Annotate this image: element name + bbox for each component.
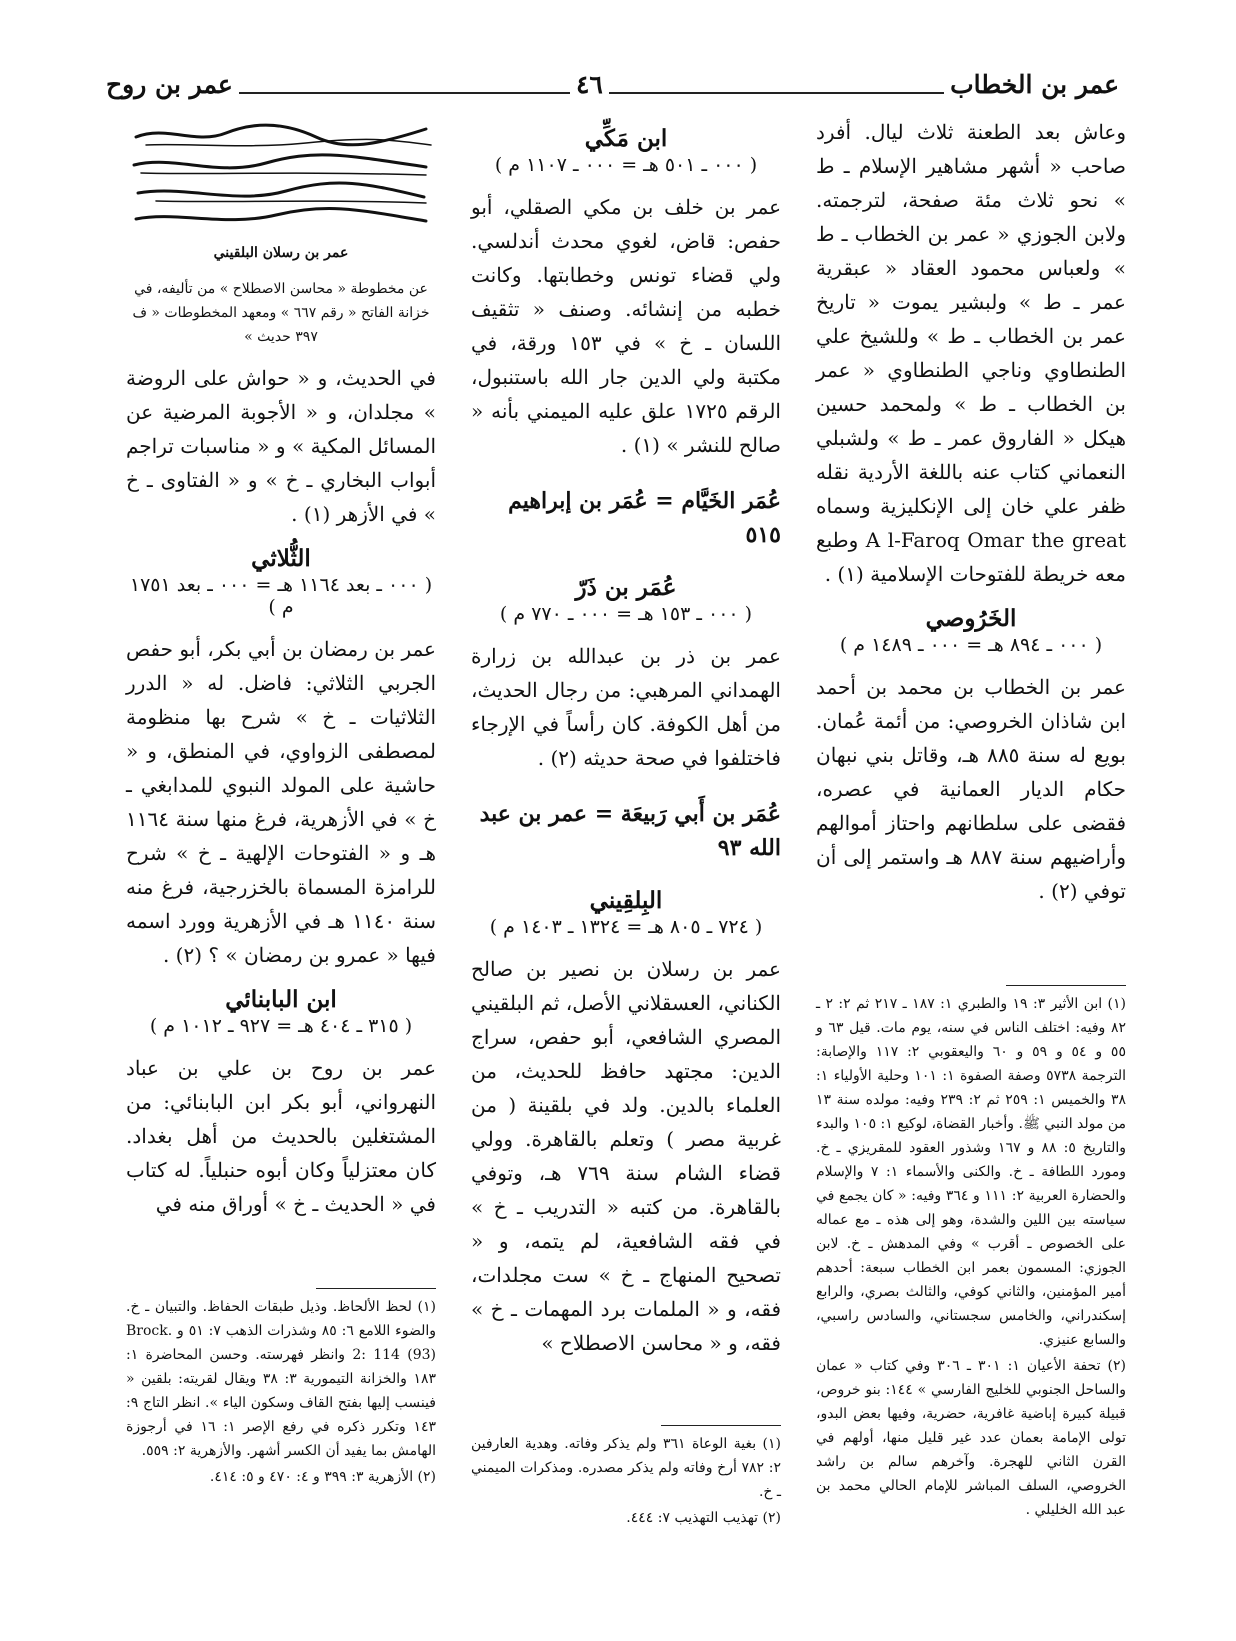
footnotes-left [126,1288,436,1491]
entry-title: عُمَر بن ذَرّ [575,574,677,601]
footnote-rule [1006,985,1126,986]
entry-title: الثُّلاثي [251,545,311,572]
entry-text: عمر بن رسلان بن نصير بن صالح الكناني، العسقلاني الأصل، ثم البلقيني المصري الشافعي، أبو حفص، سراج الدين: مجتهد حافظ للحديث، من العلماء بالدين. ولد في بلقينة ( من غربية مصر ) وتعلم بالقاهرة. وولي قضاء الشام سنة ٧٦٩ هـ، وتوفي بالقاهرة. من كتبه « التدريب ـ خ » في فقه الشافعية، لم يتمه، و « تصحيح المنهاج ـ خ » ست مجلدات، فقه، و « الملمات برد المهمات ـ خ » فقه، و « محاسن الاصطلاح » [471,957,781,1355]
manuscript-caption-title: عمر بن رسلان البلقيني [213,245,349,261]
footnote: (٢) الأزهرية ٣: ٣٩٩ و ٤: ٤٧٠ و ٥: ٤١٤. [209,1469,436,1485]
column-middle [471,115,781,1374]
paragraph-continued: وعاش بعد الطعنة ثلاث ليال. أفرد صاحب « أشهر مشاهير الإسلام ـ ط » نحو ثلاث مئة صفحة، لترجمته. ولابن الجوزي « عمر بن الخطاب ـ ط » ولعباس محمود العقاد « عبقرية عمر ـ ط » ولبشير يموت « تاريخ عمر بن الخطاب ـ ط » وللشيخ علي الطنطاوي وناجي الطنطاوي « عمر بن الخطاب ـ ط » ولمحمد حسين هيكل « الفاروق عمر ـ ط » ولشبلي النعماني كتاب عنه باللغة الأردية نقله ظفر علي خان إلى الإنكليزية وسماه A l-Faroq Omar the great وطبع معه خريطة للفتوحات الإسلامية (١) . [816,120,1126,586]
entry-text: عمر بن رمضان بن أبي بكر، أبو حفص الجربي الثلاثي: فاضل. له « الدرر الثلاثيات ـ خ » شرح بها منظومة لمصطفى الزواوي، في المنطق، و « حاشية على المولد النبوي للمدابغي ـ خ » في الأزهرية، فرغ منها سنة ١١٦٤ هـ و « الفتوحات الإلهية ـ خ » شرح للرامزة المسماة بالخزرجية، فرغ منه سنة ١١٤٠ هـ في الأزهرية وورد اسمه فيها « عمرو بن رمضان » ؟ (٢) . [126,637,437,967]
cross-reference: عُمَر بن أَبي رَبيعَة = عمر بن عبد الله ٩٣ [479,801,781,861]
entry-text: عمر بن ذر بن عبدالله بن زرارة الهمداني المرهبي: من رجال الحديث، من أهل الكوفة. كان رأساً في الإرجاء فاختلفوا في صحة حديثه (٢) . [471,644,781,770]
entry-text: عمر بن الخطاب بن محمد بن أحمد ابن شاذان الخروصي: من أئمة عُمان. بويع له سنة ٨٨٥ هـ، وقاتل بني نبهان حكام الديار العمانية في عصره، فقضى على سلطانهم واحتاز أموالهم وأراضيهم سنة ٨٨٧ هـ واستمر إلى أن توفي (٢) . [816,675,1126,903]
page-number: ٤٦ [570,70,609,99]
column-right [816,115,1126,922]
footnote: (١) بغية الوعاة ٣٦١ ولم يذكر وفاته. وهدية العارفين ٢: ٧٨٢ أرخ وفاته ولم يذكر مصدره. ومذكرات الميمني ـ خ. [471,1436,781,1500]
entry-title: ابن مَكِّي [584,125,668,152]
manuscript-handwriting-image [126,115,436,235]
footnote: (٢) تهذيب التهذيب ٧: ٤٤٤. [626,1510,781,1526]
cross-reference: عُمَر الخَيَّام = عُمَر بن إبراهيم ٥١٥ [508,488,781,548]
manuscript-caption-source: عن مخطوطة « محاسن الاصطلاح » من تأليفه، في خزانة الفاتح « رقم ٦٦٧ » ومعهد المخطوطات « ف ٣٩٧ حديث » [132,281,430,345]
footnotes-middle [471,1425,781,1532]
footnote-rule [316,1288,436,1289]
footnote: (٢) تحفة الأعيان ١: ٣٠١ ـ ٣٠٦ وفي كتاب « عمان والساحل الجنوبي للخليج الفارسي » ١٤٤: بنو خروص، قبيلة كبيرة إباضية غافرية، حضرية، وفيها بعض البدو، تولى الإمامة بعمان عدد غير قليل منها، أولهم في القرن الثاني للهجرة. وآخرهم سالم بن راشد الخروصي، السلف المباشر للإمام الحالي محمد بن عبد الله الخليلي . [816,1358,1126,1518]
entry-dates: ( ٣١٥ ـ ٤٠٤ هـ = ٩٢٧ ـ ١٠١٢ م ) [149,1015,413,1037]
entry-dates: ( ٠٠٠ ـ بعد ١١٦٤ هـ = ٠٠٠ ـ بعد ١٧٥١ م ) [129,574,433,618]
paragraph-continued: في الحديث، و « حواش على الروضة » مجلدان، و « الأجوبة المرضية عن المسائل المكية » و « مناسبات تراجم أبواب البخاري ـ خ » و « الفتاوى ـ خ » في الأزهر (١) . [126,366,436,526]
entry-title: الخَرُوصي [925,605,1017,632]
running-header [100,70,1125,120]
entry-text: عمر بن روح بن علي بن عباد النهرواني، أبو بكر ابن البابنائي: من المشتغلين بالحديث من أهل بغداد. كان معتزلياً وكان أبوه حنبلياً. له كتاب في « الحديث ـ خ » أوراق منه في [126,1056,436,1216]
entry-dates: ( ٠٠٠ ـ ١٥٣ هـ = ٠٠٠ ـ ٧٧٠ م ) [499,603,753,625]
footnote-rule [661,1425,781,1426]
header-right-title: عمر بن الخطاب [944,70,1125,99]
entry-dates: ( ٠٠٠ ـ ٥٠١ هـ = ٠٠٠ ـ ١١٠٧ م ) [494,154,758,176]
column-left [126,115,436,1235]
entry-title: ابن البابنائي [225,986,337,1013]
footnote: (١) لحظ الألحاظ. وذيل طبقات الحفاظ. والتبيان ـ خ. والضوء اللامع ٦: ٨٥ وشذرات الذهب ٧: ٥١ و Brock. 2: 114 (93) وانظر فهرسته. وحسن المحاضرة ١: ١٨٣ والخزانة التيمورية ٣: ٣٨ ويقال لقريته: بلقين « فينسب إليها بفتح القاف وسكون الياء ». انظر التاج ٩: ١٤٣ وتكرر ذكره في رفع الإصر ١: ١٦ في أرجوزة الهامش بما يفيد أن الكسر أشهر. والأزهرية ٢: ٥٥٩. [126,1299,437,1459]
header-left-title: عمر بن روح [100,70,239,99]
entry-title: البِلقِيني [589,887,663,914]
footnotes-right [816,985,1126,1524]
entry-dates: ( ٠٠٠ ـ ٨٩٤ هـ = ٠٠٠ ـ ١٤٨٩ م ) [839,634,1103,656]
entry-text: عمر بن خلف بن مكي الصقلي، أبو حفص: قاض، لغوي محدث أندلسي. ولي قضاء تونس وخطابتها. وكانت خطبه من إنشائه. وصنف « تثقيف اللسان ـ خ » في ١٥٣ ورقة، في مكتبة ولي الدين جار الله باستنبول، الرقم ١٧٢٥ علق عليه الميمني بأنه « صالح للنشر » (١) . [471,195,782,457]
footnote: (١) ابن الأثير ٣: ١٩ والطبري ١: ١٨٧ ـ ٢١٧ ثم ٢: ٢ ـ ٨٢ وفيه: اختلف الناس في سنه، يوم مات. قيل ٦٣ و ٥٥ و ٥٤ و ٥٩ و ٦٠ واليعقوبي ٢: ١١٧ والإصابة: الترجمة ٥٧٣٨ وصفة الصفوة ١: ١٠١ وحلية الأولياء ١: ٣٨ والخميس ١: ٢٥٩ ثم ٢: ٢٣٩ وفيه: مولده سنة ١٣ من مولد النبي ﷺ. وأخبار القضاة، لوكيع ١: ١٠٥ والبدء والتاريخ ٥: ٨٨ و ١٦٧ وشذور العقود للمقريزي ـ خ. ومورد اللطافة ـ خ. والكنى والأسماء ١: ٧ والإسلام والحضارة العربية ٢: ١١١ و ٣٦٤ وفيه: « كان يجمع في سياسته بين اللين والشدة، وهو إلى هذه ـ مع عماله على الخصوص ـ أقرب » وفي المدهش ـ خ. لابن الجوزي: المسمون بعمر ابن الخطاب سبعة: أحدهم أمير المؤمنين، والثاني كوفي، والثالث بصري، والرابع إسكندراني، والخامس سجستاني، والسادس راسبي، والسابع عنيزي. [816,996,1127,1348]
entry-dates: ( ٧٢٤ ـ ٨٠٥ هـ = ١٣٢٤ ـ ١٤٠٣ م ) [489,916,763,938]
